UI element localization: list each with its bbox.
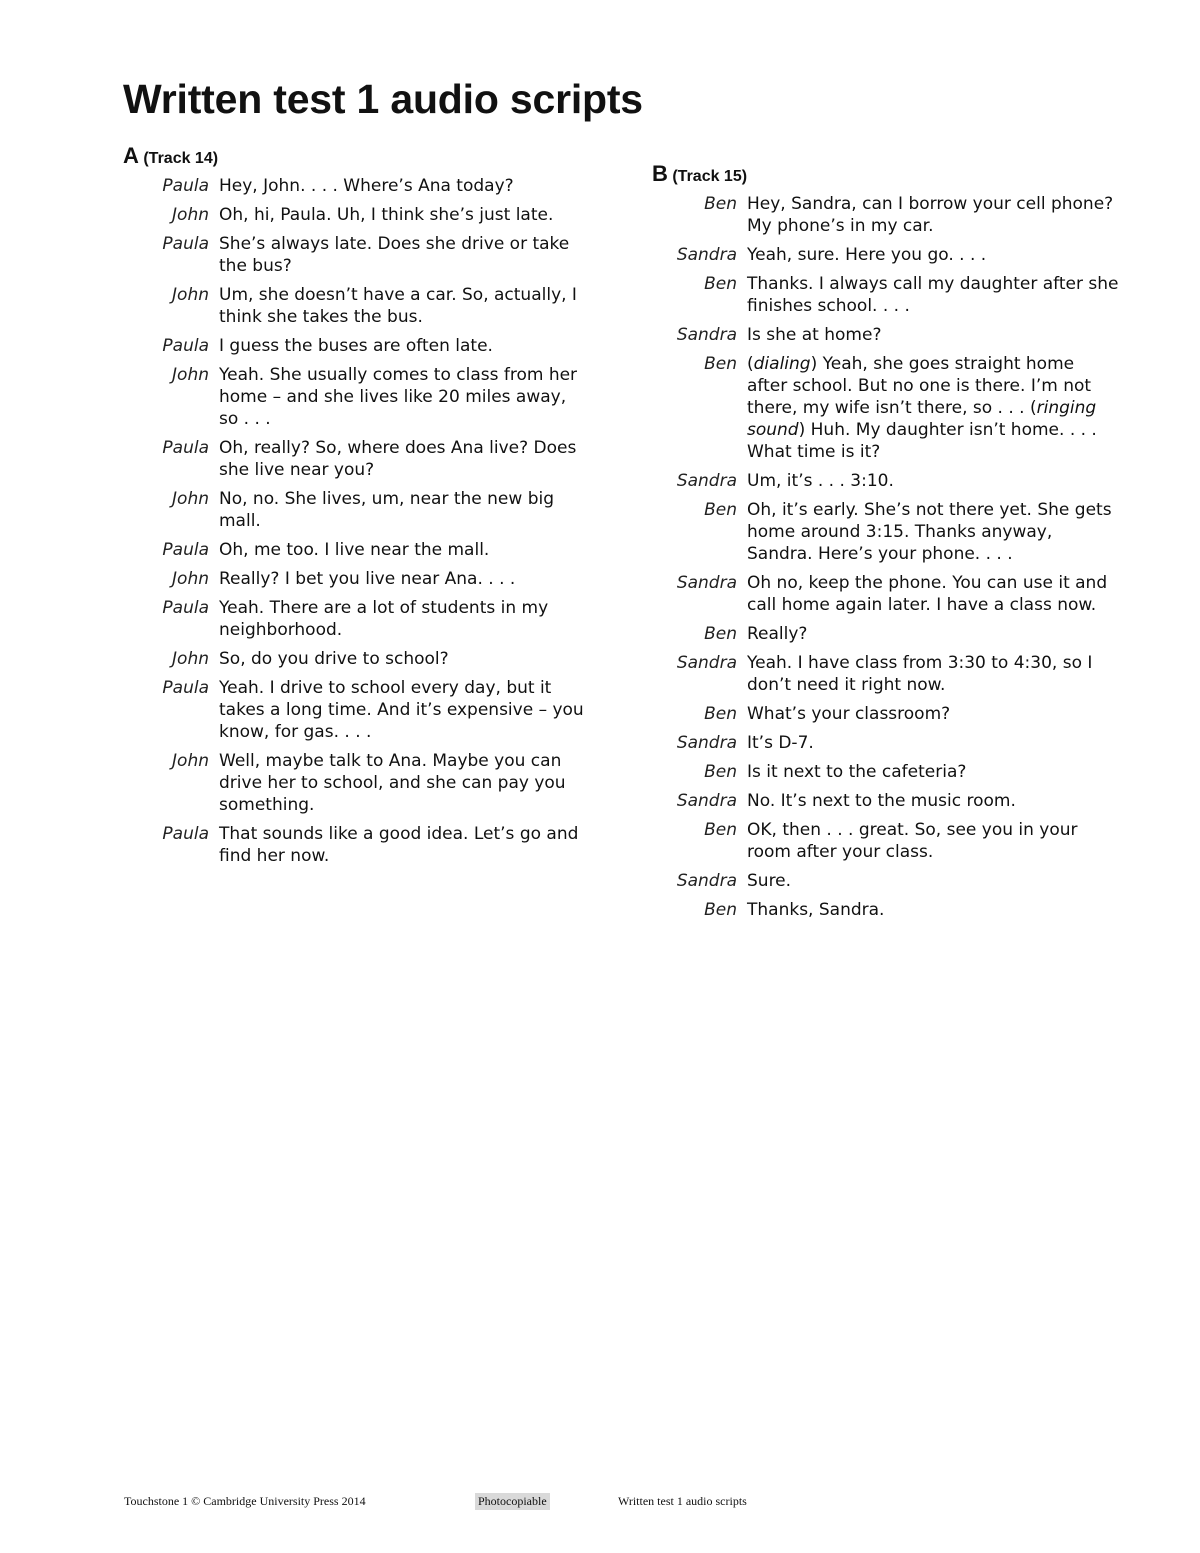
speaker-name: Paula [162,336,209,356]
spoken-text [737,819,1119,863]
dialogue-line [652,761,1122,783]
spoken-text: Oh, hi, Paula. Uh, I think she’s just late. [219,205,554,225]
spoken-text [737,623,1119,645]
speaker-name: Paula [162,438,209,458]
text-segment: Really? [747,624,808,644]
speaker-name: Paula [162,824,209,844]
speaker-name: Ben [704,500,737,520]
spoken-text: Oh, really? So, where does Ana live? Does she live near you? [219,438,577,480]
text-segment: Yeah. I have class from 3:30 to 4:30, so I don’t need it right now. [747,653,1093,695]
speaker-name: Ben [704,900,737,920]
speaker-name: John [172,751,209,771]
section-b-dialogue [652,193,1122,921]
text-segment: Is it next to the cafeteria? [747,762,967,782]
dialogue-line [123,233,593,277]
spoken-text [737,870,1119,892]
dialogue-line [652,572,1122,616]
dialogue-line [123,568,593,590]
speaker-name: Ben [704,274,737,294]
spoken-text: Hey, John. . . . Where’s Ana today? [219,176,514,196]
dialogue-line [652,790,1122,812]
speaker-name: John [172,569,209,589]
spoken-text [737,732,1119,754]
speaker-name: Paula [162,540,209,560]
dialogue-line [123,597,593,641]
footer-copyright: Touchstone 1 © Cambridge University Press 2014 [124,1494,366,1508]
section-b-track: (Track 15) [672,168,748,185]
speaker-name: John [172,285,209,305]
dialogue-line [652,193,1122,237]
stage-direction: dialing [753,354,811,374]
speaker-name: Sandra [676,733,737,753]
spoken-text [737,703,1119,725]
spoken-text [737,499,1119,565]
spoken-text [737,193,1119,237]
dialogue-line [652,703,1122,725]
dialogue-line [652,623,1122,645]
text-segment: Yeah, sure. Here you go. . . . [747,245,987,265]
dialogue-line [123,539,593,561]
text-segment: No. It’s next to the music room. [747,791,1016,811]
section-a-track: (Track 14) [143,150,219,167]
text-segment: OK, then . . . great. So, see you in your room after your class. [747,820,1078,862]
spoken-text [737,324,1119,346]
dialogue-line [123,648,593,670]
spoken-text [737,652,1119,696]
text-segment: Oh, it’s early. She’s not there yet. She gets home around 3:15. Thanks anyway, Sandra. Here’s your phone. . . . [747,500,1112,564]
speaker-name: John [172,649,209,669]
spoken-text: She’s always late. Does she drive or take the bus? [219,234,570,276]
dialogue-line [123,335,593,357]
text-segment: Thanks, Sandra. [747,900,885,920]
footer-doc-title: Written test 1 audio scripts [618,1494,747,1508]
speaker-name: Sandra [676,471,737,491]
dialogue-line [123,175,593,197]
speaker-name: Sandra [676,871,737,891]
spoken-text: That sounds like a good idea. Let’s go and find her now. [219,824,579,866]
dialogue-line [123,823,593,867]
spoken-text: Yeah. She usually comes to class from her home – and she lives like 20 miles away, so . . . [219,365,578,429]
text-segment: ) Huh. My daughter isn’t home. . . . What time is it? [747,420,1097,462]
text-segment: Oh no, keep the phone. You can use it and call home again later. I have a class now. [747,573,1108,615]
speaker-name: Sandra [676,791,737,811]
text-segment: Hey, Sandra, can I borrow your cell phone? My phone’s in my car. [747,194,1114,236]
spoken-text: No, no. She lives, um, near the new big mall. [219,489,555,531]
section-a [123,143,593,874]
dialogue-line [652,273,1122,317]
dialogue-line [123,488,593,532]
section-b-heading [652,161,1122,191]
speaker-name: Ben [704,762,737,782]
dialogue-line [123,677,593,743]
text-segment: Thanks. I always call my daughter after she finishes school. . . . [747,274,1119,316]
dialogue-line [652,499,1122,565]
text-segment: Is she at home? [747,325,882,345]
section-a-heading [123,143,593,173]
dialogue-line [652,732,1122,754]
dialogue-line [123,437,593,481]
speaker-name: John [172,489,209,509]
dialogue-line [652,470,1122,492]
spoken-text [737,761,1119,783]
dialogue-line [652,244,1122,266]
dialogue-line [652,353,1122,463]
dialogue-line [123,284,593,328]
section-b-letter: B [652,161,668,186]
dialogue-line [652,870,1122,892]
section-a-dialogue [123,175,593,867]
speaker-name: Paula [162,234,209,254]
speaker-name: Ben [704,194,737,214]
spoken-text: Um, she doesn’t have a car. So, actually, I think she takes the bus. [219,285,577,327]
text-segment: What’s your classroom? [747,704,951,724]
footer-photocopiable: Photocopiable [475,1493,550,1510]
spoken-text: Well, maybe talk to Ana. Maybe you can drive her to school, and she can pay you something. [219,751,566,815]
speaker-name: Ben [704,820,737,840]
dialogue-line [123,204,593,226]
spoken-text [737,790,1119,812]
spoken-text: Oh, me too. I live near the mall. [219,540,490,560]
speaker-name: Sandra [676,325,737,345]
section-b [652,161,1122,928]
dialogue-line [652,819,1122,863]
dialogue-line [652,652,1122,696]
dialogue-line [652,899,1122,921]
text-segment: ( [747,354,754,374]
speaker-name: Ben [704,354,737,374]
spoken-text [737,470,1119,492]
spoken-text [737,273,1119,317]
speaker-name: Paula [162,598,209,618]
spoken-text [737,353,1119,463]
text-segment: Um, it’s . . . 3:10. [747,471,894,491]
dialogue-line [123,364,593,430]
speaker-name: Ben [704,624,737,644]
spoken-text: Yeah. There are a lot of students in my neighborhood. [219,598,549,640]
dialogue-line [652,324,1122,346]
spoken-text [737,572,1119,616]
speaker-name: John [172,205,209,225]
speaker-name: Sandra [676,245,737,265]
text-segment: ) Yeah, she goes straight home after school. But no one is there. I’m not there, my wife isn’t there, so . . . ( [747,354,1092,418]
speaker-name: Paula [162,176,209,196]
spoken-text: I guess the buses are often late. [219,336,493,356]
speaker-name: Sandra [676,573,737,593]
text-segment: Sure. [747,871,792,891]
speaker-name: John [172,365,209,385]
speaker-name: Sandra [676,653,737,673]
spoken-text [737,244,1119,266]
speaker-name: Ben [704,704,737,724]
stage-direction: ringing sound [747,398,1097,440]
speaker-name: Paula [162,678,209,698]
text-segment: It’s D-7. [747,733,814,753]
spoken-text: Really? I bet you live near Ana. . . . [219,569,516,589]
spoken-text: Yeah. I drive to school every day, but it takes a long time. And it’s expensive – you know, for gas. . . . [219,678,584,742]
section-a-letter: A [123,143,139,168]
spoken-text [737,899,1119,921]
page-title: Written test 1 audio scripts [123,76,643,122]
spoken-text: So, do you drive to school? [219,649,449,669]
dialogue-line [123,750,593,816]
